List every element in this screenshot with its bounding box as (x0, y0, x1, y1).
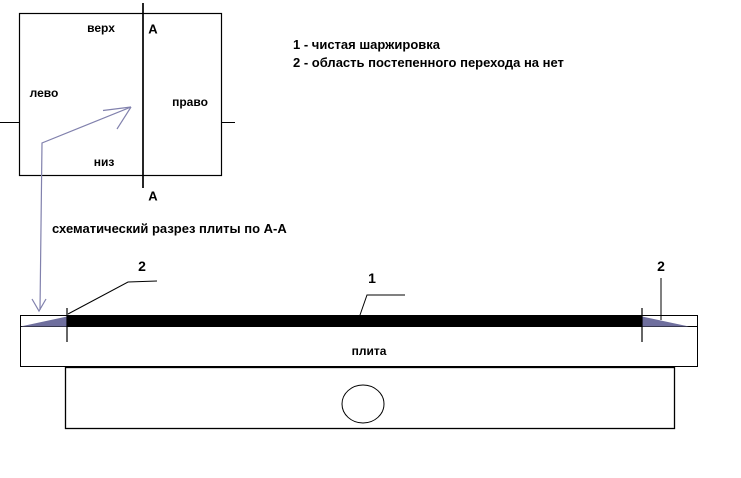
plan-label-left: лево (29, 86, 59, 100)
section-caption: схематический разрез плиты по А-А (52, 221, 287, 236)
right-taper-zone (642, 317, 689, 327)
left-taper-zone (21, 317, 68, 327)
plan-label-right: право (172, 95, 208, 109)
plan-label-bottom: низ (93, 155, 115, 169)
plan-label-top: верх (87, 21, 115, 35)
legend-item-1: 1 - чистая шаржировка (293, 37, 440, 52)
legend (293, 36, 564, 72)
legend-item-2: 2 - область постепенного перехода на нет (293, 55, 564, 70)
section-marker-top: А (148, 21, 158, 37)
leader-line-left-2 (68, 281, 157, 314)
down-arrowhead-icon (32, 299, 46, 311)
callout-right-2: 2 (657, 258, 665, 274)
callout-left-2: 2 (138, 258, 146, 274)
plate-label: плита (351, 344, 387, 358)
charge-layer-bar (67, 316, 642, 328)
leader-line-center-1 (360, 295, 405, 315)
section-marker-bottom: А (148, 188, 158, 204)
annotation-arrow-shaft (40, 107, 131, 310)
callout-center-1: 1 (368, 270, 376, 286)
base-block-outline (66, 368, 675, 429)
base-block-hole (342, 385, 384, 423)
